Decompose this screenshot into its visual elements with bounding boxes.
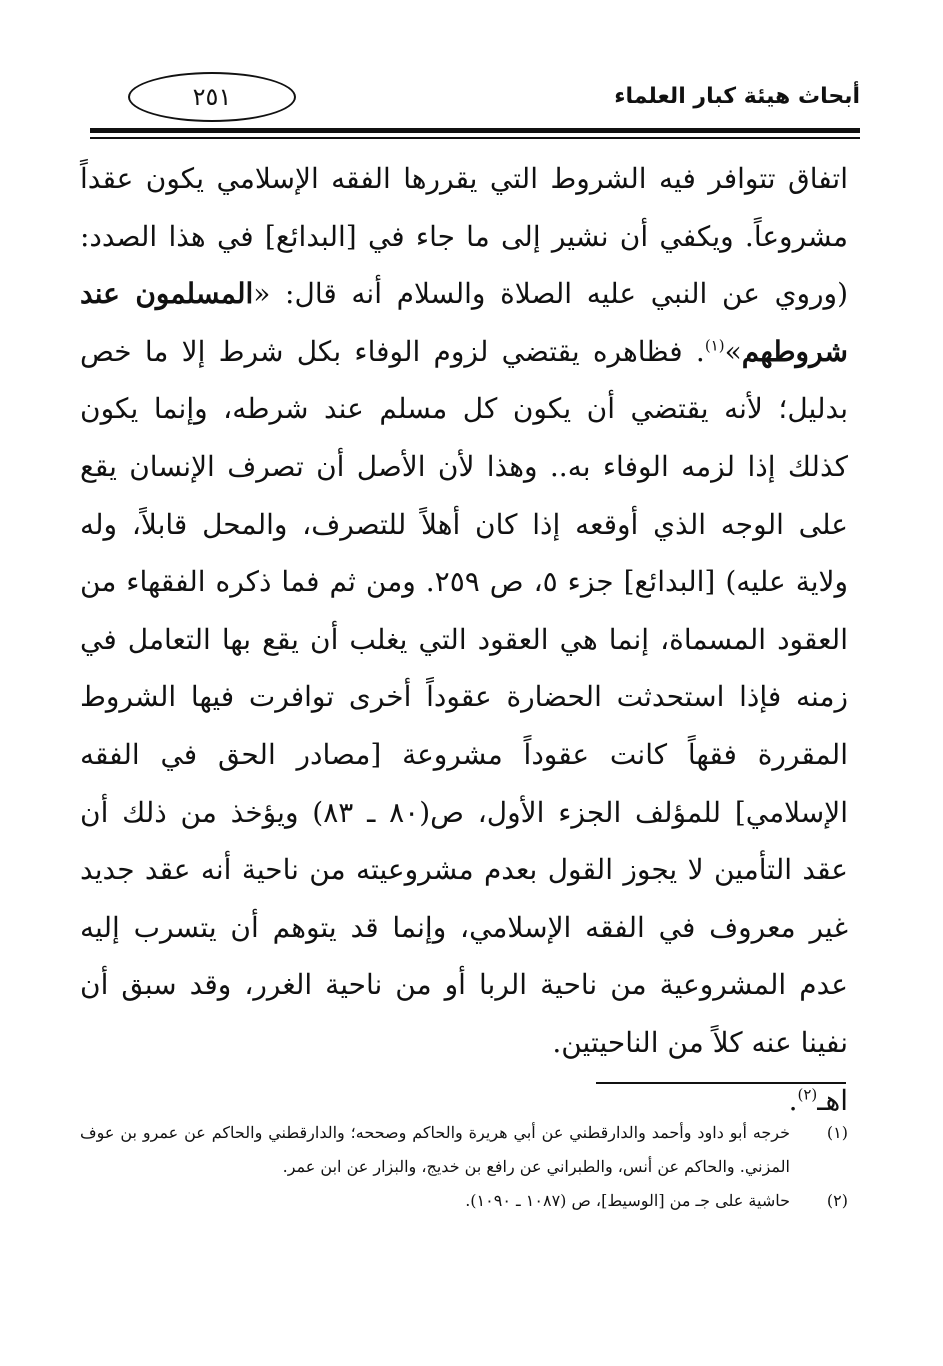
hadith-close-quote: » (724, 334, 742, 368)
header-rule-thick (90, 128, 860, 133)
body-intro: اتفاق تتوافر فيه الشروط التي يقررها الفقه الإسلامي يكون عقداً مشروعاً. ويكفي أن نشير إلى ما جاء في [البدائع] في هذا الصدد: (وروي عن النبي عليه الصلاة والسلام أنه قال: « (80, 162, 849, 311)
body-paragraph (80, 150, 848, 1072)
footnote-text: خرجه أبو داود وأحمد والدارقطني عن أبي هريرة والحاكم وصححه؛ والدارقطني والحاكم عن عمرو بن عوف المزني. والحاكم عن أنس، والطبراني عن رافع بن خديج، والبزار عن ابن عمر. (80, 1123, 790, 1176)
body-rest: . فظاهره يقتضي لزوم الوفاء بكل شرط إلا ما خص بدليل؛ لأنه يقتضي أن يكون كل مسلم عند شرطه، وإنما يكون كذلك إذا لزمه الوفاء به.. وهذا لأن الأصل أن تصرف الإنسان يقع على الوجه الذي أوقعه إذا كان أهلاً للتصرف، والمحل قابلاً، وله ولاية عليه) [البدائع] جزء ٥، ص ٢٥٩. ومن ثم فما ذكره الفقهاء من العقود المسماة، إنما هي العقود التي يغلب أن يقع بها التعامل في زمنه فإذا استحدثت الحضارة عقوداً أخرى توافرت فيها الشروط المقررة فقهاً كانت عقوداً مشروعة [مصادر الحق في الفقه الإسلامي] للمؤلف الجزء الأول، ص(٨٠ ـ ٨٣) ويؤخذ من ذلك أن عقد التأمين لا يجوز القول بعدم مشروعيته من ناحية أنه عقد جديد غير معروف في الفقه الإسلامي، وإنما قد يتوهم أن يتسرب إليه عدم المشروعية من ناحية الربا أو من ناحية الغرر، وقد سبق أن نفينا عنه كلاً من الناحيتين. (80, 334, 848, 1059)
footnotes (80, 1116, 848, 1218)
footnote-ref-1: (١) (704, 336, 725, 355)
page-header (80, 70, 860, 140)
footnote-text: حاشية على جـ من [الوسيط]، ص (١٠٨٧ ـ ١٠٩٠). (465, 1191, 790, 1210)
footnote-ref-2: (٢) (797, 1085, 818, 1104)
end-word: اهـ (817, 1083, 848, 1117)
end-period: . (788, 1083, 798, 1117)
footnote-number: (٢) (826, 1191, 848, 1210)
footnote-separator (596, 1082, 846, 1084)
hadith-text: المسلمون عند شروطهم (80, 277, 848, 368)
running-head: أبحاث هيئة كبار العلماء (614, 84, 860, 109)
footnote-number: (١) (826, 1123, 848, 1142)
page-number: ٢٥١ (128, 72, 296, 122)
body-text (80, 150, 848, 1129)
header-rule-thin (90, 137, 860, 139)
footnote-item (80, 1116, 848, 1184)
footnote-item (80, 1184, 848, 1218)
